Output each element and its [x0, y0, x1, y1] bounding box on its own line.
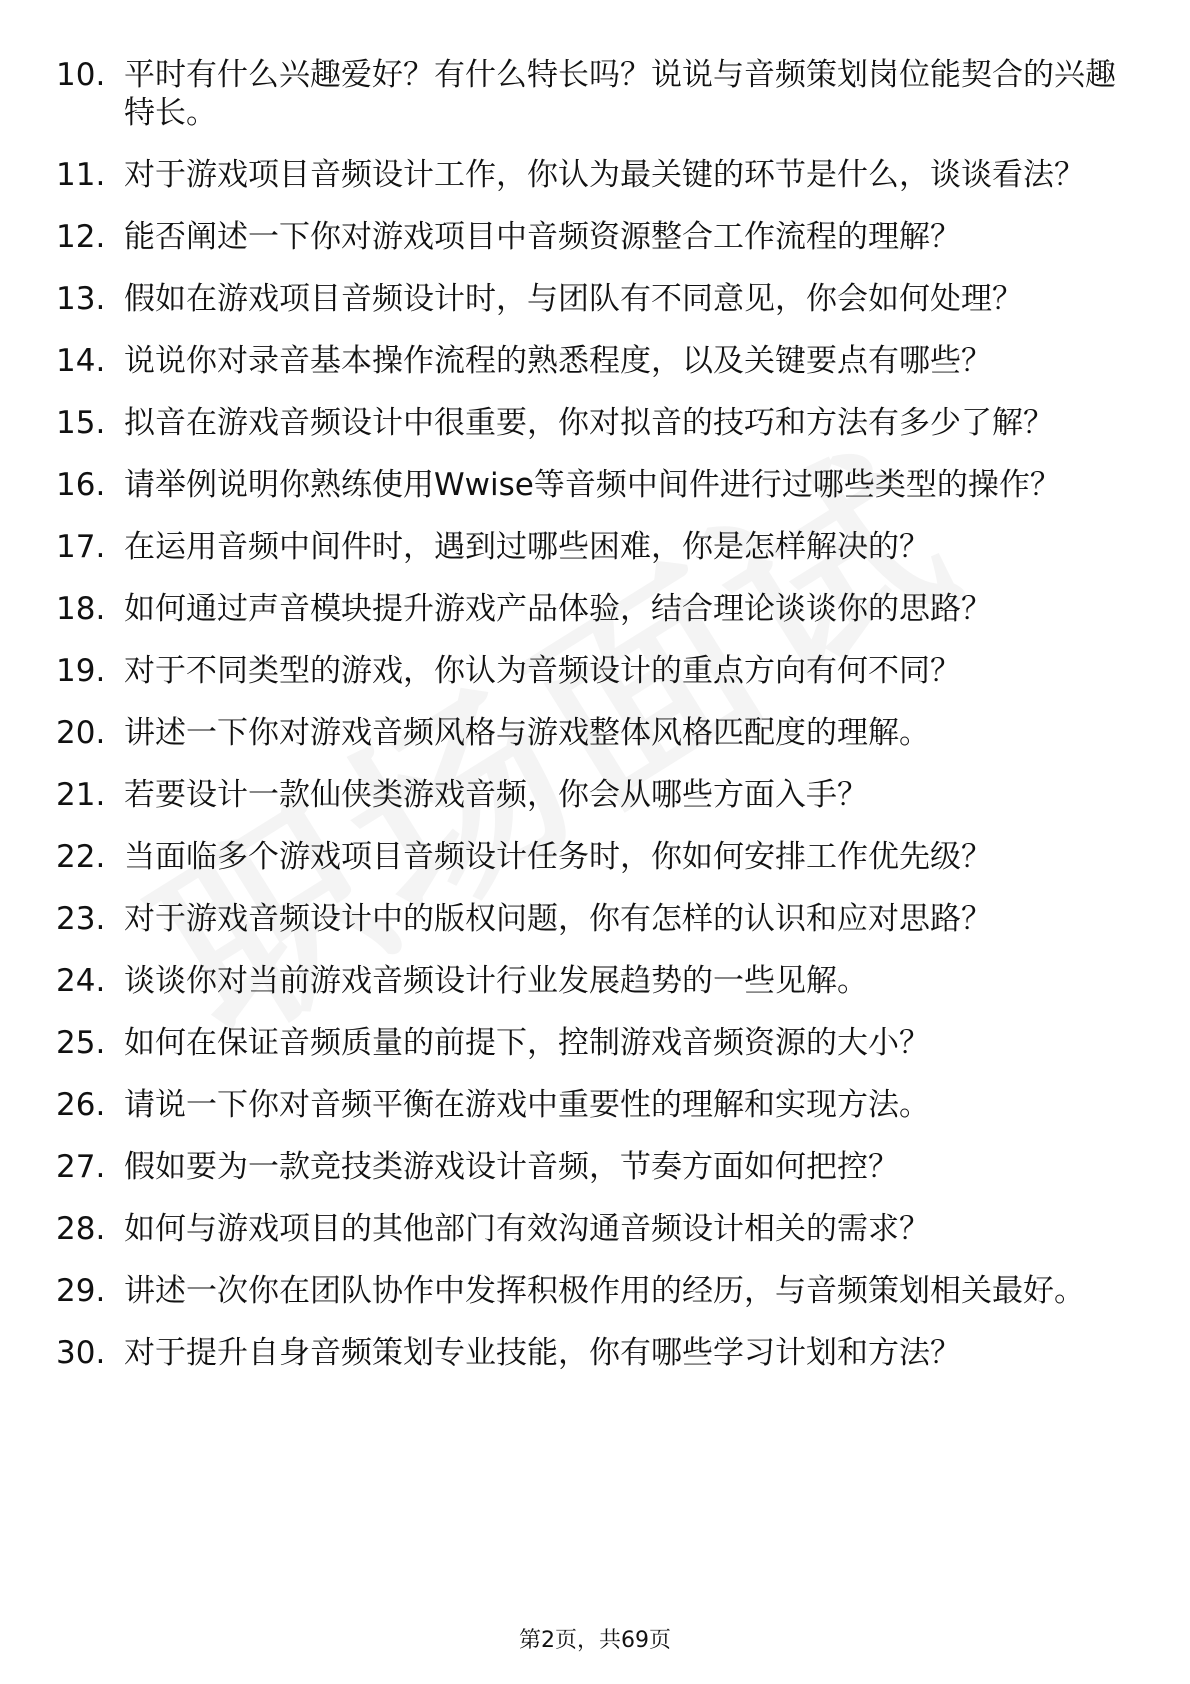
question-item [56, 466, 1136, 504]
question-item [56, 714, 1136, 752]
question-item [56, 528, 1136, 566]
question-text: 如何在保证音频质量的前提下，控制游戏音频资源的大小？ [124, 1025, 930, 1061]
question-text: 对于不同类型的游戏，你认为音频设计的重点方向有何不同？ [124, 653, 961, 689]
question-number: 25. [56, 1025, 106, 1061]
question-number: 30. [56, 1335, 106, 1371]
question-text: 若要设计一款仙侠类游戏音频，你会从哪些方面入手？ [124, 777, 868, 813]
question-number: 24. [56, 963, 106, 999]
question-item [56, 1210, 1136, 1248]
question-text: 讲述一下你对游戏音频风格与游戏整体风格匹配度的理解。 [124, 715, 930, 751]
question-item [56, 280, 1136, 318]
question-number: 20. [56, 715, 106, 751]
question-item [56, 342, 1136, 380]
question-text: 能否阐述一下你对游戏项目中音频资源整合工作流程的理解？ [124, 219, 961, 255]
question-text: 假如在游戏项目音频设计时，与团队有不同意见，你会如何处理？ [124, 281, 1023, 317]
question-item [56, 404, 1136, 442]
question-item [56, 1148, 1136, 1186]
question-number: 15. [56, 405, 106, 441]
question-number: 10. [56, 57, 106, 93]
question-text: 如何通过声音模块提升游戏产品体验，结合理论谈谈你的思路？ [124, 591, 992, 627]
question-item [56, 776, 1136, 814]
question-text: 请说一下你对音频平衡在游戏中重要性的理解和实现方法。 [124, 1087, 930, 1123]
question-number: 14. [56, 343, 106, 379]
question-number: 16. [56, 467, 106, 503]
question-number: 18. [56, 591, 106, 627]
question-text: 如何与游戏项目的其他部门有效沟通音频设计相关的需求？ [124, 1211, 930, 1247]
question-number: 13. [56, 281, 106, 317]
question-number: 27. [56, 1149, 106, 1185]
question-text: 在运用音频中间件时，遇到过哪些困难，你是怎样解决的？ [124, 529, 930, 565]
question-number: 22. [56, 839, 106, 875]
question-text: 平时有什么兴趣爱好？有什么特长吗？说说与音频策划岗位能契合的兴趣特长。 [124, 57, 1116, 131]
question-number: 19. [56, 653, 106, 689]
question-text: 说说你对录音基本操作流程的熟悉程度，以及关键要点有哪些？ [124, 343, 992, 379]
question-text: 拟音在游戏音频设计中很重要，你对拟音的技巧和方法有多少了解？ [124, 405, 1054, 441]
question-text: 当面临多个游戏项目音频设计任务时，你如何安排工作优先级？ [124, 839, 992, 875]
question-item [56, 1272, 1136, 1310]
question-text: 请举例说明你熟练使用Wwise等音频中间件进行过哪些类型的操作？ [124, 467, 1061, 503]
question-item [56, 962, 1136, 1000]
question-item [56, 1086, 1136, 1124]
question-number: 17. [56, 529, 106, 565]
question-item [56, 56, 1136, 132]
question-number: 28. [56, 1211, 106, 1247]
page-footer: 第2页，共69页 [519, 1628, 671, 1653]
question-number: 21. [56, 777, 106, 813]
question-text: 讲述一次你在团队协作中发挥积极作用的经历，与音频策划相关最好。 [124, 1273, 1085, 1309]
question-item [56, 1024, 1136, 1062]
question-text: 假如要为一款竞技类游戏设计音频，节奏方面如何把控？ [124, 1149, 899, 1185]
question-list [56, 56, 1136, 1396]
question-item [56, 156, 1136, 194]
question-item [56, 652, 1136, 690]
question-item [56, 590, 1136, 628]
question-item [56, 1334, 1136, 1372]
question-number: 26. [56, 1087, 106, 1123]
question-item [56, 838, 1136, 876]
question-text: 对于提升自身音频策划专业技能，你有哪些学习计划和方法？ [124, 1335, 961, 1371]
question-text: 对于游戏项目音频设计工作，你认为最关键的环节是什么，谈谈看法？ [124, 157, 1085, 193]
question-text: 谈谈你对当前游戏音频设计行业发展趋势的一些见解。 [124, 963, 868, 999]
question-number: 11. [56, 157, 106, 193]
question-number: 23. [56, 901, 106, 937]
question-text: 对于游戏音频设计中的版权问题，你有怎样的认识和应对思路？ [124, 901, 992, 937]
question-item [56, 218, 1136, 256]
question-number: 12. [56, 219, 106, 255]
question-item [56, 900, 1136, 938]
question-number: 29. [56, 1273, 106, 1309]
